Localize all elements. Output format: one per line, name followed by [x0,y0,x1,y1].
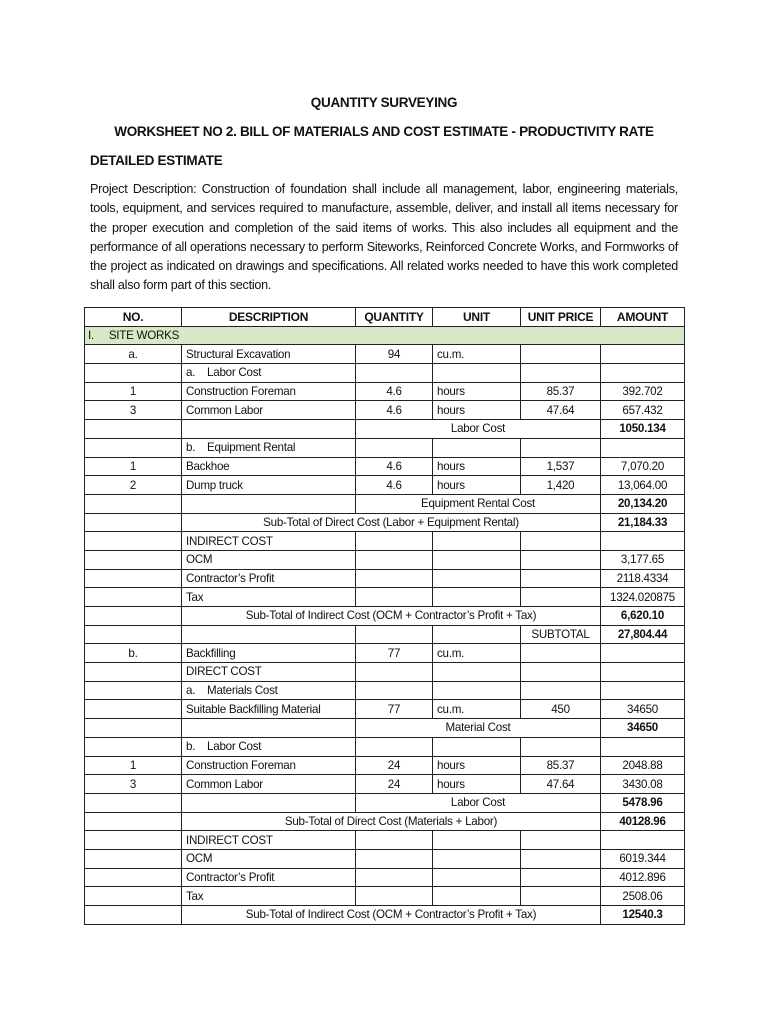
cell-unit-price [521,550,601,569]
cell-amount: 34650 [601,719,685,738]
column-header-description: DESCRIPTION [182,308,356,327]
cell-description: OCM [182,550,356,569]
cell-no: 2 [85,476,182,495]
cell-unit-price: 450 [521,700,601,719]
cell-amount: 34650 [601,700,685,719]
cell-quantity [356,681,433,700]
cell-quantity [356,849,433,868]
cell-subtotal-label: Material Cost [356,719,601,738]
cell-quantity: 77 [356,700,433,719]
cell-amount: 12540.3 [601,906,685,925]
table-row [85,812,685,831]
cell-unit-price: 47.64 [521,775,601,794]
cell-no [85,793,182,812]
cell-unit-price [521,868,601,887]
cell-description: b. Labor Cost [182,737,356,756]
cell-unit: hours [433,382,521,401]
table-row [85,494,685,513]
table-row [85,663,685,682]
cell-unit-price: 47.64 [521,401,601,420]
cell-description: Contractor’s Profit [182,868,356,887]
cell-no [85,513,182,532]
cell-amount [601,737,685,756]
table-row [85,420,685,439]
cell-quantity [356,569,433,588]
cost-estimate-table [84,307,685,925]
cell-quantity [356,831,433,850]
cell-quantity [356,364,433,383]
table-row [85,438,685,457]
cell-description: INDIRECT COST [182,831,356,850]
cell-unit-price [521,364,601,383]
table-row [85,756,685,775]
cell-description: Dump truck [182,476,356,495]
cell-no [85,681,182,700]
column-header-unit-price: UNIT PRICE [521,308,601,327]
cell-amount [601,532,685,551]
cell-amount [601,831,685,850]
table-row [85,569,685,588]
cell-unit-price [521,588,601,607]
cell-no [85,663,182,682]
cell-unit [433,438,521,457]
column-header-unit: UNIT [433,308,521,327]
section-heading: DETAILED ESTIMATE [90,153,223,168]
cell-quantity [356,868,433,887]
table-row [85,775,685,794]
table-row [85,700,685,719]
cell-no [85,438,182,457]
cell-amount: 3,177.65 [601,550,685,569]
cell-unit [433,849,521,868]
table-row [85,887,685,906]
cell-unit: hours [433,775,521,794]
cell-quantity: 24 [356,756,433,775]
table-row [85,382,685,401]
cell-description: INDIRECT COST [182,532,356,551]
cell-amount: 27,804.44 [601,625,685,644]
table-row [85,849,685,868]
cell-description [182,625,356,644]
table-row [85,625,685,644]
category-row [85,326,685,345]
cell-subtotal-label: Sub-Total of Direct Cost (Labor + Equipment Rental) [182,513,601,532]
cell-unit: hours [433,476,521,495]
cell-subtotal-label: Labor Cost [356,420,601,439]
document-title: QUANTITY SURVEYING [310,95,458,110]
cell-amount: 21,184.33 [601,513,685,532]
cell-quantity [356,588,433,607]
cell-unit [433,588,521,607]
table-row [85,457,685,476]
cell-unit [433,737,521,756]
cell-subtotal-label: Sub-Total of Direct Cost (Materials + Labor) [182,812,601,831]
table-header-row [85,308,685,327]
cell-amount [601,644,685,663]
cell-no: a. [85,345,182,364]
cell-quantity: 77 [356,644,433,663]
table-row [85,607,685,626]
cell-no [85,625,182,644]
cell-quantity: 4.6 [356,457,433,476]
cell-no [85,607,182,626]
cell-no [85,719,182,738]
cell-description: Construction Foreman [182,756,356,775]
cell-unit-price [521,438,601,457]
cell-unit: hours [433,756,521,775]
cell-quantity: 4.6 [356,476,433,495]
cell-amount [601,681,685,700]
cell-no [85,364,182,383]
table-row [85,401,685,420]
table-row [85,588,685,607]
cell-subtotal-label: SUBTOTAL [521,625,601,644]
cell-unit [433,364,521,383]
table-row [85,793,685,812]
cell-amount: 1050.134 [601,420,685,439]
cell-quantity [356,532,433,551]
column-header-no: NO. [85,308,182,327]
cell-unit-price: 85.37 [521,756,601,775]
cell-amount: 13,064.00 [601,476,685,495]
category-number: I. [88,329,94,343]
cell-quantity [356,887,433,906]
cell-amount: 4012.896 [601,868,685,887]
cell-no: 1 [85,457,182,476]
cell-amount: 392.702 [601,382,685,401]
cell-description: a. Materials Cost [182,681,356,700]
cell-subtotal-label: Sub-Total of Indirect Cost (OCM + Contractor’s Profit + Tax) [182,906,601,925]
cell-unit [433,663,521,682]
cell-amount: 657.432 [601,401,685,420]
table-row [85,681,685,700]
cell-description: b. Equipment Rental [182,438,356,457]
table-row [85,719,685,738]
cell-description [182,719,356,738]
cell-unit-price: 1,420 [521,476,601,495]
cell-unit [433,569,521,588]
cell-description: Construction Foreman [182,382,356,401]
cell-unit [433,681,521,700]
table-row [85,550,685,569]
table-row [85,476,685,495]
cell-unit-price: 1,537 [521,457,601,476]
cell-amount [601,438,685,457]
cell-unit: hours [433,401,521,420]
cell-no [85,532,182,551]
cell-description: Contractor’s Profit [182,569,356,588]
table-row [85,868,685,887]
cell-unit-price [521,663,601,682]
cell-unit: cu.m. [433,345,521,364]
cell-quantity: 24 [356,775,433,794]
cell-amount: 6,620.10 [601,607,685,626]
cell-description: Backhoe [182,457,356,476]
table-row [85,364,685,383]
cell-quantity [356,438,433,457]
table-row [85,831,685,850]
cell-quantity [356,625,433,644]
cell-no: 3 [85,401,182,420]
cell-quantity: 4.6 [356,401,433,420]
cell-unit-price: 85.37 [521,382,601,401]
cell-unit-price [521,887,601,906]
cell-no [85,569,182,588]
cell-unit: cu.m. [433,700,521,719]
cell-unit [433,831,521,850]
table-row [85,532,685,551]
cell-quantity [356,737,433,756]
cell-description: DIRECT COST [182,663,356,682]
cell-amount: 7,070.20 [601,457,685,476]
cell-unit [433,887,521,906]
cell-description: a. Labor Cost [182,364,356,383]
cell-unit [433,550,521,569]
category-label [85,326,685,345]
cell-no [85,494,182,513]
category-title: SITE WORKS [108,329,180,343]
cell-unit-price [521,644,601,663]
cell-no [85,737,182,756]
table-row [85,644,685,663]
cell-quantity: 94 [356,345,433,364]
cell-unit [433,625,521,644]
column-header-amount: AMOUNT [601,308,685,327]
cell-amount: 1324.020875 [601,588,685,607]
cell-no [85,550,182,569]
cell-description [182,420,356,439]
cell-subtotal-label: Labor Cost [356,793,601,812]
cell-no: b. [85,644,182,663]
cell-amount: 6019.344 [601,849,685,868]
cell-no [85,849,182,868]
cell-description: Backfilling [182,644,356,663]
cell-amount: 3430.08 [601,775,685,794]
cell-no [85,831,182,850]
cell-unit-price [521,532,601,551]
cell-description: Tax [182,887,356,906]
cell-subtotal-label: Equipment Rental Cost [356,494,601,513]
table-row [85,345,685,364]
project-description: Project Description: Construction of foundation shall include all management, labor, engineering materials, tools, equipment, and services required to manufacture, assemble, deliver, and install all items necessary for the proper execution and completion of the said items of works. This also includes all equipment and the performance of all operations necessary to perform Siteworks, Reinforced Concrete Works, and Formworks of the project as indicated on drawings and specifications. All related works needed to have this work completed shall also form part of this section. [90,182,678,293]
cell-no [85,588,182,607]
cell-unit [433,532,521,551]
cell-amount [601,364,685,383]
cell-unit: cu.m. [433,644,521,663]
cell-description: Common Labor [182,401,356,420]
cell-description: Tax [182,588,356,607]
cell-unit-price [521,569,601,588]
cell-unit-price [521,849,601,868]
cell-description [182,793,356,812]
cell-no [85,420,182,439]
cell-amount: 40128.96 [601,812,685,831]
cell-quantity: 4.6 [356,382,433,401]
cell-description: OCM [182,849,356,868]
cell-unit: hours [433,457,521,476]
cell-no [85,887,182,906]
cell-no [85,700,182,719]
cell-no: 1 [85,756,182,775]
cell-description: Structural Excavation [182,345,356,364]
cell-amount: 20,134.20 [601,494,685,513]
cell-unit-price [521,831,601,850]
table-row [85,737,685,756]
cell-quantity [356,550,433,569]
cell-amount: 2048.88 [601,756,685,775]
cell-no [85,868,182,887]
column-header-quantity: QUANTITY [356,308,433,327]
cell-description: Common Labor [182,775,356,794]
cell-description [182,494,356,513]
cell-description: Suitable Backfilling Material [182,700,356,719]
cell-amount: 2508.06 [601,887,685,906]
cell-unit [433,868,521,887]
cell-unit-price [521,345,601,364]
table-row [85,513,685,532]
cell-amount: 2118.4334 [601,569,685,588]
worksheet-title: WORKSHEET NO 2. BILL OF MATERIALS AND COST ESTIMATE - PRODUCTIVITY RATE [114,124,654,139]
cell-amount [601,345,685,364]
cell-no: 3 [85,775,182,794]
cell-unit-price [521,681,601,700]
cell-quantity [356,663,433,682]
cell-amount: 5478.96 [601,793,685,812]
cell-no [85,812,182,831]
cell-unit-price [521,737,601,756]
cell-no: 1 [85,382,182,401]
table-row [85,906,685,925]
cell-amount [601,663,685,682]
cell-subtotal-label: Sub-Total of Indirect Cost (OCM + Contractor’s Profit + Tax) [182,607,601,626]
cell-no [85,906,182,925]
